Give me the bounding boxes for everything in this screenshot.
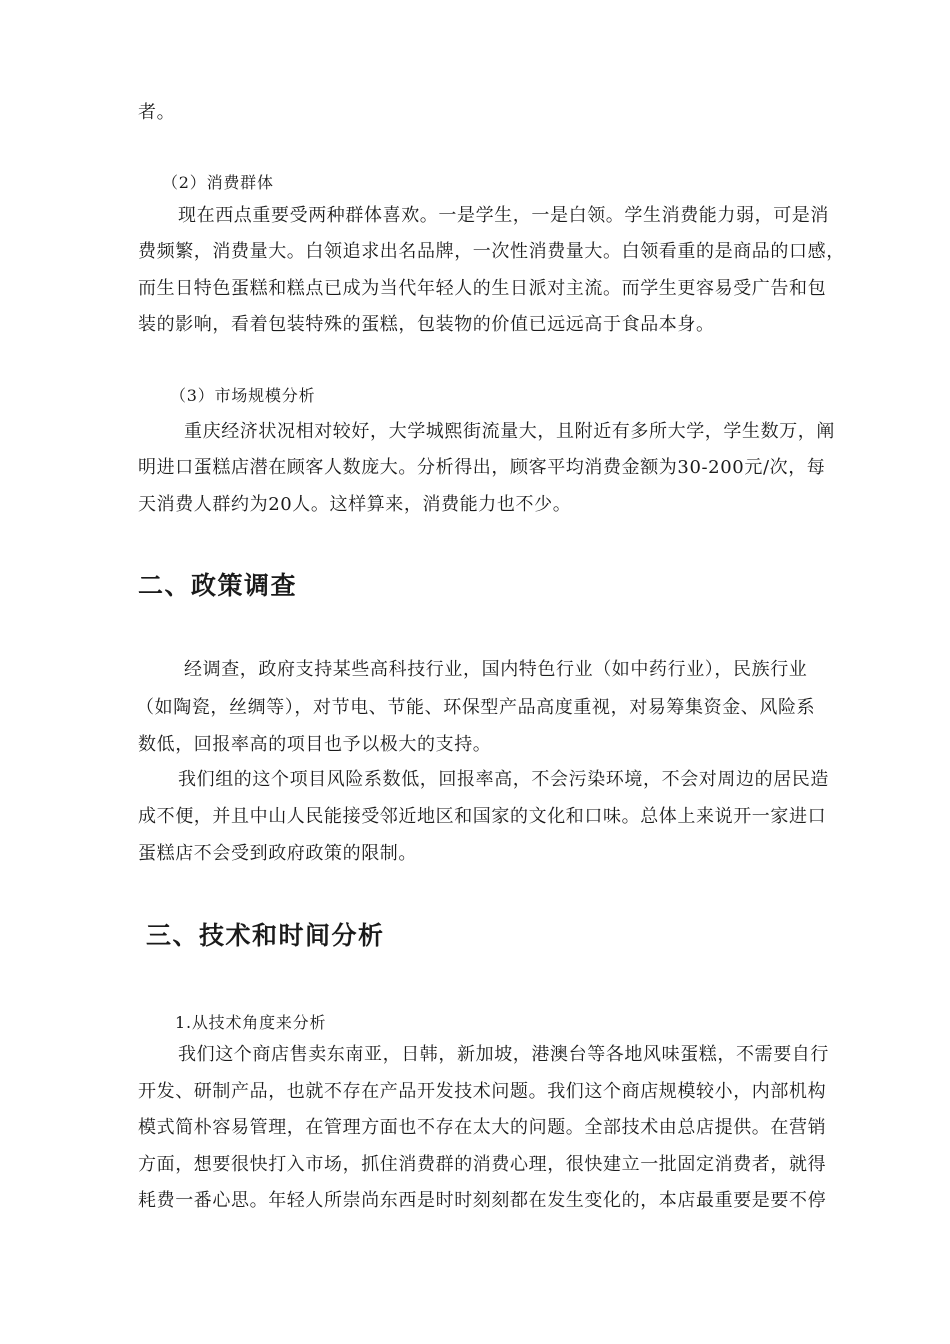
paragraph-line: 蛋糕店不会受到政府政策的限制。 [138,843,417,864]
subheading-market-size: （3）市场规模分析 [170,386,316,405]
subheading-technology-analysis: 1.从技术角度来分析 [175,1013,327,1032]
paragraph-line: 耗费一番心思。年轻人所崇尚东西是时时刻刻都在发生变化的，本店最重要是要不停 [138,1190,827,1211]
paragraph-line: 重庆经济状况相对较好，大学城熙街流量大，且附近有多所大学，学生数万，阐 [184,421,835,442]
paragraph-line: 而生日特色蛋糕和糕点已成为当代年轻人的生日派对主流。而学生更容易受广告和包 [138,278,827,299]
paragraph-line: 我们组的这个项目风险系数低，回报率高，不会污染环境，不会对周边的居民造 [178,769,829,790]
section-heading-policy: 二、政策调查 [138,571,298,600]
paragraph-line: 模式简朴容易管理，在管理方面也不存在太大的问题。全部技术由总店提供。在营销 [138,1117,827,1138]
paragraph-line: 者。 [138,102,176,123]
paragraph-line: 费频繁，消费量大。白领追求出名品牌，一次性消费量大。白领看重的是商品的口感， [138,241,845,262]
subheading-consumer-groups: （2）消费群体 [162,173,274,192]
paragraph-line: 经调查，政府支持某些高科技行业，国内特色行业（如中药行业），民族行业 [184,659,808,680]
paragraph-line: 天消费人群约为20人。这样算来，消费能力也不少。 [138,494,572,515]
paragraph-line: 数低，回报率高的项目也予以极大的支持。 [138,734,492,755]
paragraph-line: 装的影响，看着包装特殊的蛋糕，包装物的价值已远远高于食品本身。 [138,314,715,335]
paragraph-line: （如陶瓷，丝绸等），对节电、节能、环保型产品高度重视，对易筹集资金、风险系 [136,697,816,718]
paragraph-line: 成不便，并且中山人民能接受邻近地区和国家的文化和口味。总体上来说开一家进口 [138,806,827,827]
section-heading-technology: 三、技术和时间分析 [146,921,385,950]
paragraph-line: 现在西点重要受两种群体喜欢。一是学生，一是白领。学生消费能力弱，可是消 [178,205,829,226]
paragraph-line: 方面，想要很快打入市场，抓住消费群的消费心理，很快建立一批固定消费者，就得 [138,1154,827,1175]
paragraph-line: 我们这个商店售卖东南亚，日韩，新加坡，港澳台等各地风味蛋糕，不需要自行 [178,1044,829,1065]
paragraph-line: 明进口蛋糕店潜在顾客人数庞大。分析得出，顾客平均消费金额为30-200元/次，每 [138,457,826,478]
paragraph-line: 开发、研制产品，也就不存在产品开发技术问题。我们这个商店规模较小，内部机构 [138,1081,827,1102]
